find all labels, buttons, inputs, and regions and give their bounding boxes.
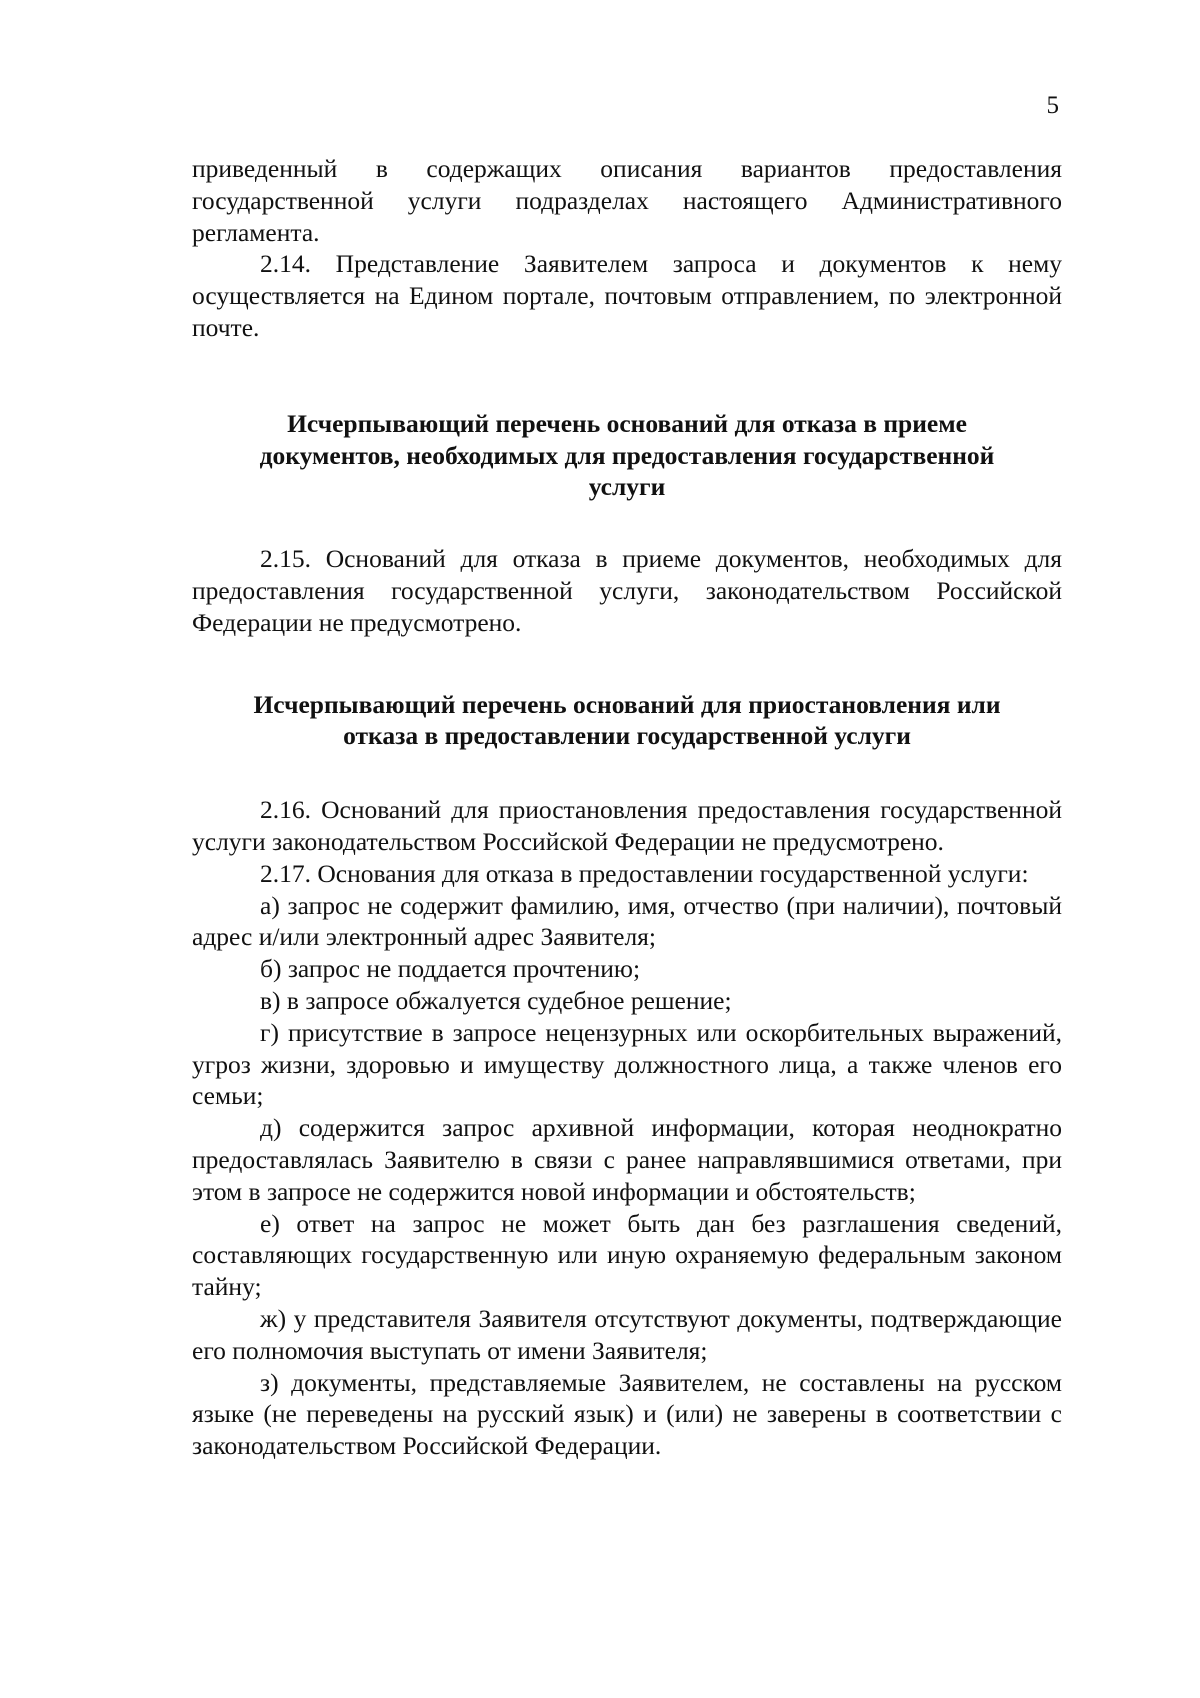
list-item-z: з) документы, представляемые Заявителем, не составлены на русском языке (не переведены на русский язык) и (или) не заверены в соответствии с законодательством Российской Федерации. [192, 1367, 1062, 1461]
list-item-e: е) ответ на запрос не может быть дан без разглашения сведений, составляющих государственную или иную охраняемую федеральным законом тайну; [192, 1208, 1062, 1302]
document-body [192, 153, 1062, 1462]
list-item-a: а) запрос не содержит фамилию, имя, отчество (при наличии), почтовый адрес и/или электронный адрес Заявителя; [192, 890, 1062, 952]
list-item-b: б) запрос не поддается прочтению; [260, 954, 641, 984]
paragraph-2-14: 2.14. Представление Заявителем запроса и документов к нему осуществляется на Едином портале, почтовым отправлением, по электронной почте. [192, 249, 1062, 342]
paragraph-2-15: 2.15. Оснований для отказа в приеме документов, необходимых для предоставления государственной услуги, законодательством Российской Федерации не предусмотрено. [192, 544, 1062, 637]
page-number: 5 [1046, 92, 1059, 119]
paragraph-2-17: 2.17. Основания для отказа в предоставлении государственной услуги: [260, 858, 1029, 888]
list-item-d: д) содержится запрос архивной информации, которая неоднократно предоставлялась Заявителю в связи с ранее направлявшимися ответами, при этом в запросе не содержится новой информации и обстоятельств; [192, 1113, 1062, 1206]
list-item-v: в) в запросе обжалуется судебное решение; [260, 985, 732, 1015]
section-heading-suspension-refusal: Исчерпывающий перечень оснований для приостановления или отказа в предоставлении государственной услуги [253, 689, 1001, 751]
section-heading-refusal-acceptance: Исчерпывающий перечень оснований для отказа в приеме документов, необходимых для предоставления государственной услуги [259, 408, 995, 502]
list-item-zh: ж) у представителя Заявителя отсутствуют документы, подтверждающие его полномочия выступать от имени Заявителя; [192, 1303, 1062, 1365]
list-item-g: г) присутствие в запросе нецензурных или оскорбительных выражений, угроз жизни, здоровью и имуществу должностного лица, а также членов его семьи; [192, 1017, 1062, 1111]
paragraph-2-16: 2.16. Оснований для приостановления предоставления государственной услуги законодательством Российской Федерации не предусмотрено. [192, 795, 1062, 856]
paragraph-continuation: приведенный в содержащих описания вариантов предоставления государственной услуги подразделах настоящего Административного регламента. [192, 154, 1062, 247]
